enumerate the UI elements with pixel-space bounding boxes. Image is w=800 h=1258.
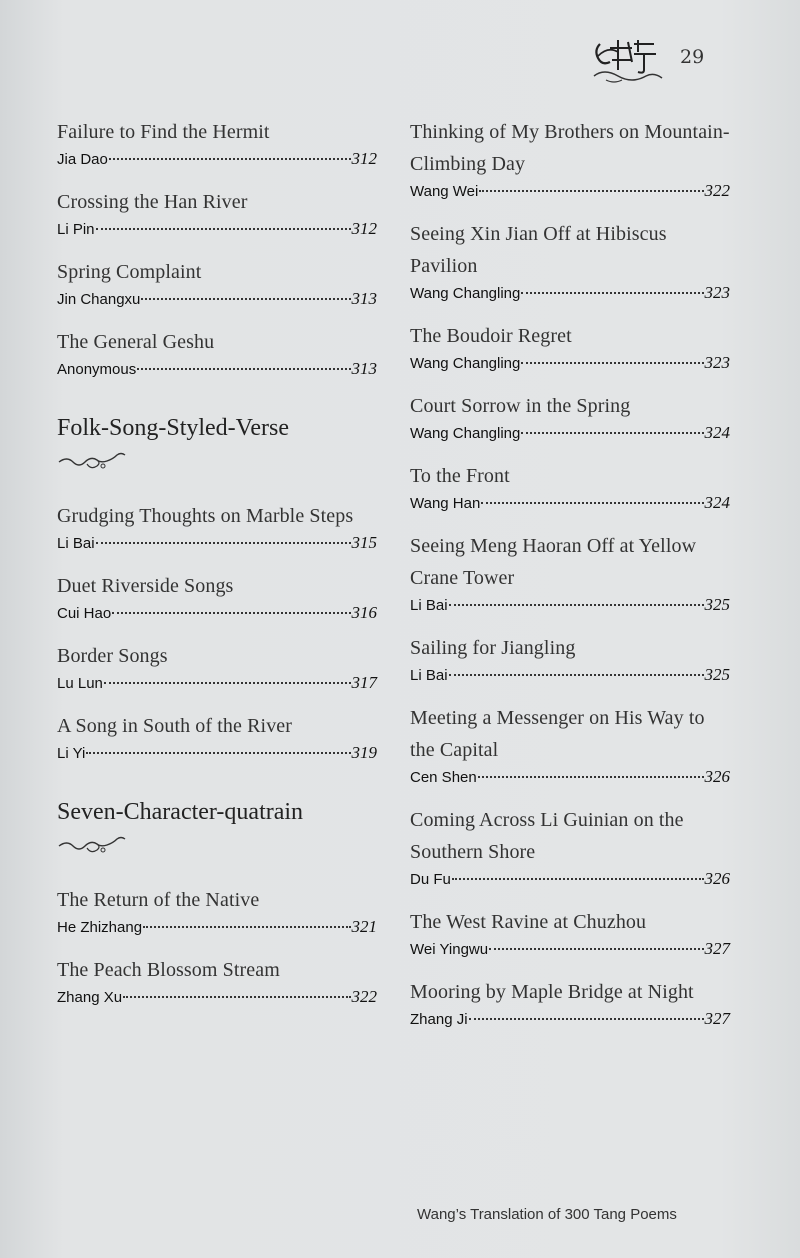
poet-name: Wei Yingwu [410,941,489,958]
dot-leader [449,674,704,676]
toc-entry [410,906,730,962]
toc-entry [57,326,377,382]
dot-leader [86,752,350,754]
page-ref: 325 [704,665,730,684]
poet-name: Wang Han [410,495,481,512]
toc-entry [57,640,377,696]
toc-left-column [57,116,377,1024]
poet-name: Wang Wei [410,183,479,200]
poet-name: He Zhizhang [57,919,143,936]
dot-leader [104,682,351,684]
poem-title: The Boudoir Regret [410,325,572,347]
page-ref: 326 [704,767,730,786]
page-ref: 322 [351,987,377,1006]
toc-entry [410,976,730,1032]
toc-entry [410,702,730,790]
page-ref: 312 [351,149,377,168]
poem-title: The General Geshu [57,331,215,353]
poem-title: A Song in South of the River [57,715,293,737]
toc-entry [410,632,730,688]
poem-title: The Peach Blossom Stream [57,959,280,981]
page-ref: 313 [351,359,377,378]
dot-leader [112,612,350,614]
page-ref: 312 [351,219,377,238]
dot-leader [137,368,350,370]
poet-name: Wang Changling [410,425,521,442]
toc-entry [57,954,377,1010]
page-ref: 321 [351,917,377,936]
poem-title: Meeting a Messenger on His Way to the Capital [410,707,705,761]
poem-title: Failure to Find the Hermit [57,121,270,143]
poem-title: Border Songs [57,645,168,667]
dot-leader [452,878,704,880]
page-ref: 323 [704,353,730,372]
section-title: Folk-Song-Styled-Verse [57,415,289,441]
toc-entry [57,710,377,766]
page-ref: 327 [704,1009,730,1028]
poet-name: Lu Lun [57,675,103,692]
poem-title: The West Ravine at Chuzhou [410,911,647,933]
poet-name: Jia Dao [57,151,108,168]
poet-name: Li Pin [57,221,95,238]
dot-leader [143,926,350,928]
poem-title: Coming Across Li Guinian on the Southern Shore [410,809,684,863]
toc-entry [57,186,377,242]
poem-title: Thinking of My Brothers on Mountain-Climbing Day [410,121,730,175]
page-ref: 325 [704,595,730,614]
section-heading [57,796,377,856]
poem-title: Sailing for Jiangling [410,637,576,659]
section-heading [57,412,377,472]
poet-name: Zhang Ji [410,1011,468,1028]
poet-name: Anonymous [57,361,137,378]
page-ref: 324 [704,423,730,442]
calligraphy-emblem-icon [588,34,668,88]
scroll-ornament-icon [57,834,129,856]
page-ref: 326 [704,869,730,888]
toc-entry [57,256,377,312]
poem-title: Grudging Thoughts on Marble Steps [57,505,354,527]
toc-entry [410,320,730,376]
dot-leader [469,1018,704,1020]
dot-leader [109,158,351,160]
poet-name: Zhang Xu [57,989,123,1006]
poem-title: Duet Riverside Songs [57,575,234,597]
page-ref: 319 [351,743,377,762]
poem-title: Court Sorrow in the Spring [410,395,631,417]
poet-name: Wang Changling [410,355,521,372]
toc-entry [410,530,730,618]
poem-title: Seeing Meng Haoran Off at Yellow Crane Tower [410,535,697,589]
toc-entry [410,460,730,516]
poet-name: Li Yi [57,745,86,762]
page-ref: 324 [704,493,730,512]
poet-name: Cen Shen [410,769,477,786]
poem-title: The Return of the Native [57,889,260,911]
scroll-ornament-icon [57,450,129,472]
toc-entry [410,390,730,446]
dot-leader [481,502,703,504]
page-number: 29 [680,46,705,68]
page-ref: 323 [704,283,730,302]
page-ref: 315 [351,533,377,552]
dot-leader [521,362,703,364]
page-ref: 317 [351,673,377,692]
poet-name: Cui Hao [57,605,112,622]
poet-name: Li Bai [410,597,448,614]
page-ref: 313 [351,289,377,308]
toc-entry [57,884,377,940]
poet-name: Du Fu [410,871,451,888]
section-title: Seven-Character-quatrain [57,799,304,825]
toc-entry [57,116,377,172]
dot-leader [96,228,351,230]
poet-name: Wang Changling [410,285,521,302]
dot-leader [489,948,703,950]
page-ref: 327 [704,939,730,958]
poem-title: To the Front [410,465,510,487]
poem-title: Crossing the Han River [57,191,248,213]
toc-entry [410,218,730,306]
page-ref: 316 [351,603,377,622]
dot-leader [96,542,351,544]
poet-name: Li Bai [57,535,95,552]
poem-title: Spring Complaint [57,261,202,283]
dot-leader [521,292,703,294]
dot-leader [141,298,350,300]
toc-entry [57,500,377,556]
toc-entry [410,804,730,892]
dot-leader [478,776,704,778]
toc-right-column [410,116,730,1046]
poet-name: Li Bai [410,667,448,684]
dot-leader [449,604,704,606]
poem-title: Seeing Xin Jian Off at Hibiscus Pavilion [410,223,667,277]
poem-title: Mooring by Maple Bridge at Night [410,981,694,1003]
dot-leader [521,432,703,434]
dot-leader [479,190,703,192]
dot-leader [123,996,350,998]
toc-entry [410,116,730,204]
page-ref: 322 [704,181,730,200]
running-footer: Wang’s Translation of 300 Tang Poems [417,1206,677,1223]
poet-name: Jin Changxu [57,291,141,308]
toc-entry [57,570,377,626]
